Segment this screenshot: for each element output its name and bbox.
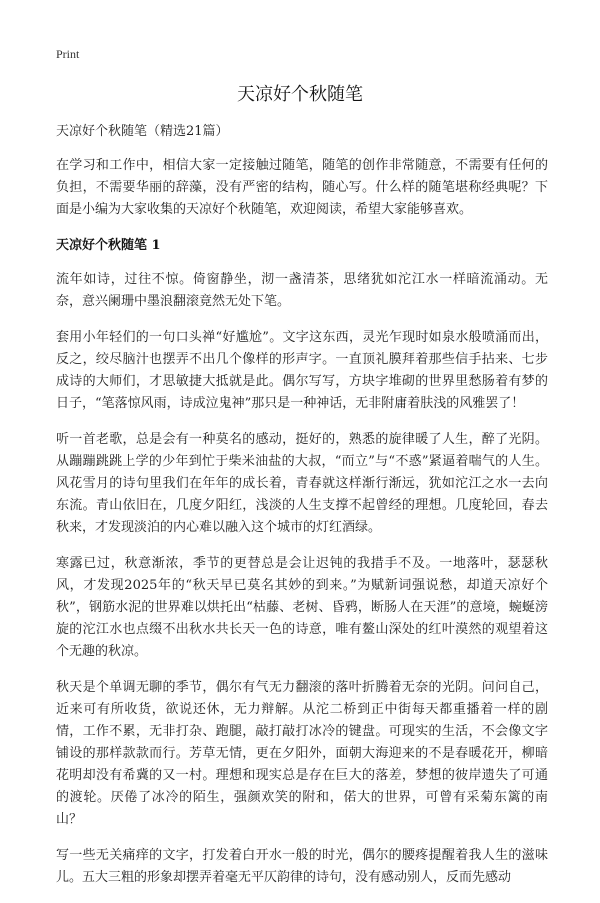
article-subtitle: 天凉好个秋随笔（精选21篇） (56, 124, 229, 139)
section-heading: 天凉好个秋随笔 1 (56, 238, 161, 253)
body-paragraph: 秋天是个单调无聊的季节，偶尔有气无力翻滚的落叶折腾着无奈的光阴。问问自己，近来可有所收货，欲说还休，无力辩解。从沱二桥到正中街每天都重播着一样的剧情，工作不累，无非打杂、跑腿，敲打敲打冰冷的键盘。可现实的生活，不会像文字铺设的那样款款而行。芳草无情，更在夕阳外，面朝大海迎来的不是春暖花开，柳暗花明却没有希冀的又一村。理想和现实总是存在巨大的落差，梦想的彼岸遗失了可通的渡轮。厌倦了冰冷的陌生，强颜欢笑的附和，偌大的世界，可曾有采菊东篱的南山？ (56, 680, 548, 827)
body-paragraph: 听一首老歌，总是会有一种莫名的感动，挺好的，熟悉的旋律暖了人生，醉了光阴。从蹦蹦跳跳上学的少年到忙于柴米油盐的大叔，“而立”与“不惑”紧逼着喘气的人生。风花雪月的诗句里我们在年年的成长着，青春就这样渐行渐远，犹如沱江之水一去向东流。青山依旧在，几度夕阳红，浅淡的人生支撑不起曾经的理想。几度轮回，春去秋来，才发现淡泊的内心难以融入这个城市的灯红酒绿。 (56, 432, 548, 535)
body-paragraph: 寒露已过，秋意渐浓，季节的更替总是会让迟钝的我措手不及。一地落叶，瑟瑟秋风，才发现2025年的“秋天早已莫名其妙的到来。”为赋新词强说愁，却道天凉好个秋”，钢筋水泥的世界难以烘托出“枯藤、老树、昏鸦，断肠人在天涯”的意境，蜿蜒滂旋的沱江水也点缀不出秋水共长天一色的诗意，唯有鳌山深处的红叶漠然的观望着这个无趣的秋凉。 (56, 556, 548, 659)
intro-paragraph: 在学习和工作中，相信大家一定接触过随笔，随笔的创作非常随意，不需要有任何的负担，不需要华丽的辞藻，没有严密的结构，随心写。什么样的随笔堪称经典呢？下面是小编为大家收集的天凉好个秋随笔，欢迎阅读，希望大家能够喜欢。 (56, 158, 548, 217)
body-paragraph: 套用小年轻们的一句口头禅“好尴尬”。文字这东西，灵光乍现时如泉水般喷涌而出，反之，绞尽脑汁也摆弄不出几个像样的形声字。一直顶礼膜拜着那些信手拈来、七步成诗的大师们，才思敏捷大抵就是此。偶尔写写，方块字堆砌的世界里愁肠着有梦的日子，“笔落惊风雨，诗成泣鬼神”那只是一种神话，无非附庸着肤浅的风雅罢了！ (56, 330, 548, 411)
article-body (56, 121, 548, 903)
body-paragraph: 写一些无关痛痒的文字，打发着白开水一般的时光，偶尔的腰疼提醒着我人生的滋味儿。五大三粗的形象却摆弄着毫无平仄韵律的诗句，没有感动别人，反而先感动 (56, 848, 548, 885)
body-paragraph: 流年如诗，过往不惊。倚窗静坐，沏一盏清茶，思绪犹如沱江水一样暗流涌动。无奈，意兴阑珊中墨浪翻滚竟然无处下笔。 (56, 272, 548, 309)
print-link[interactable]: Print (56, 47, 80, 61)
page-title: 天凉好个秋随笔 (237, 84, 363, 105)
